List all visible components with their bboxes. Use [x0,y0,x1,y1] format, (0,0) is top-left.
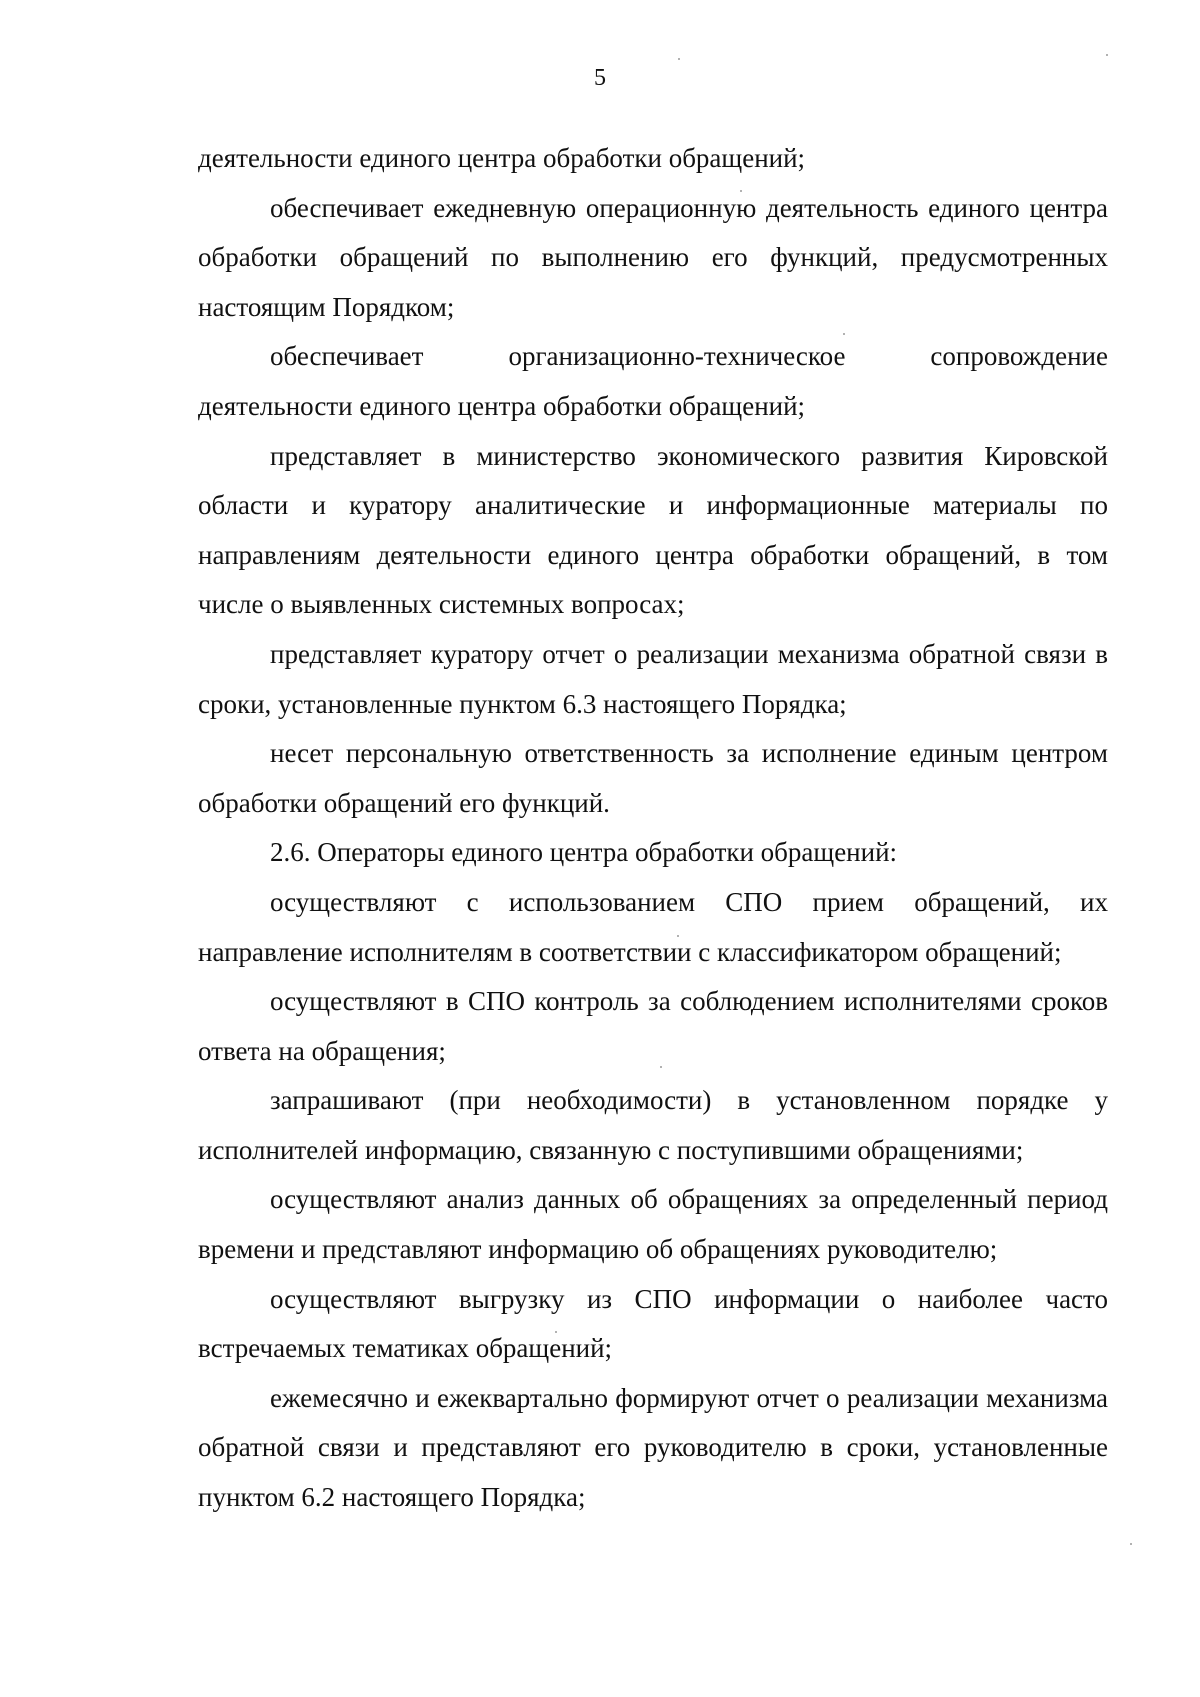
document-body [198,134,1108,1523]
paragraph: осуществляют анализ данных об обращениях за определенный период времени и представляют информацию об обращениях руководителю; [198,1184,1108,1265]
paragraph: несет персональную ответственность за исполнение единым центром обработки обращений его функций. [198,738,1108,818]
scan-speck [678,58,680,60]
paragraph: деятельности единого центра обработки обращений; [198,143,806,173]
paragraph: обеспечивает ежедневную операционную деятельность единого центра обработки обращений по выполнению его функций, предусмотренных настоящим Порядком; [198,192,1108,322]
paragraph: обеспечивает организационно-техническое сопровождение деятельности единого центра обработки обращений; [198,341,1108,421]
paragraph: 2.6. Операторы единого центра обработки обращений: [270,837,898,868]
paragraph: представляет куратору отчет о реализации механизма обратной связи в сроки, установленные пунктом 6.3 настоящего Порядка; [198,638,1108,719]
paragraph: ежемесячно и ежеквартально формируют отчет о реализации механизма обратной связи и представляют его руководителю в сроки, установленные пунктом 6.2 настоящего Порядка; [198,1382,1108,1513]
scan-speck [1106,54,1108,56]
paragraph: осуществляют в СПО контроль за соблюдением исполнителями сроков ответа на обращения; [198,986,1108,1066]
scan-speck [843,333,845,335]
scan-speck [555,1331,557,1333]
paragraph: осуществляют с использованием СПО прием обращений, их направление исполнителям в соответствии с классификатором обращений; [198,886,1108,967]
paragraph: осуществляют выгрузку из СПО информации о наиболее часто встречаемых тематиках обращений; [198,1283,1108,1364]
paragraph: представляет в министерство экономического развития Кировской области и куратору аналитические и информационные материалы по направлениям деятельности единого центра обработки обращений, в том числе о выявленных системных вопросах; [198,440,1108,620]
scan-speck [660,1066,662,1068]
scan-speck [740,190,742,192]
paragraph: запрашивают (при необходимости) в установленном порядке у исполнителей информацию, связанную с поступившими обращениями; [198,1085,1108,1165]
scan-speck [1130,1543,1132,1545]
page-number: 5 [594,65,606,91]
scan-speck [677,935,679,937]
